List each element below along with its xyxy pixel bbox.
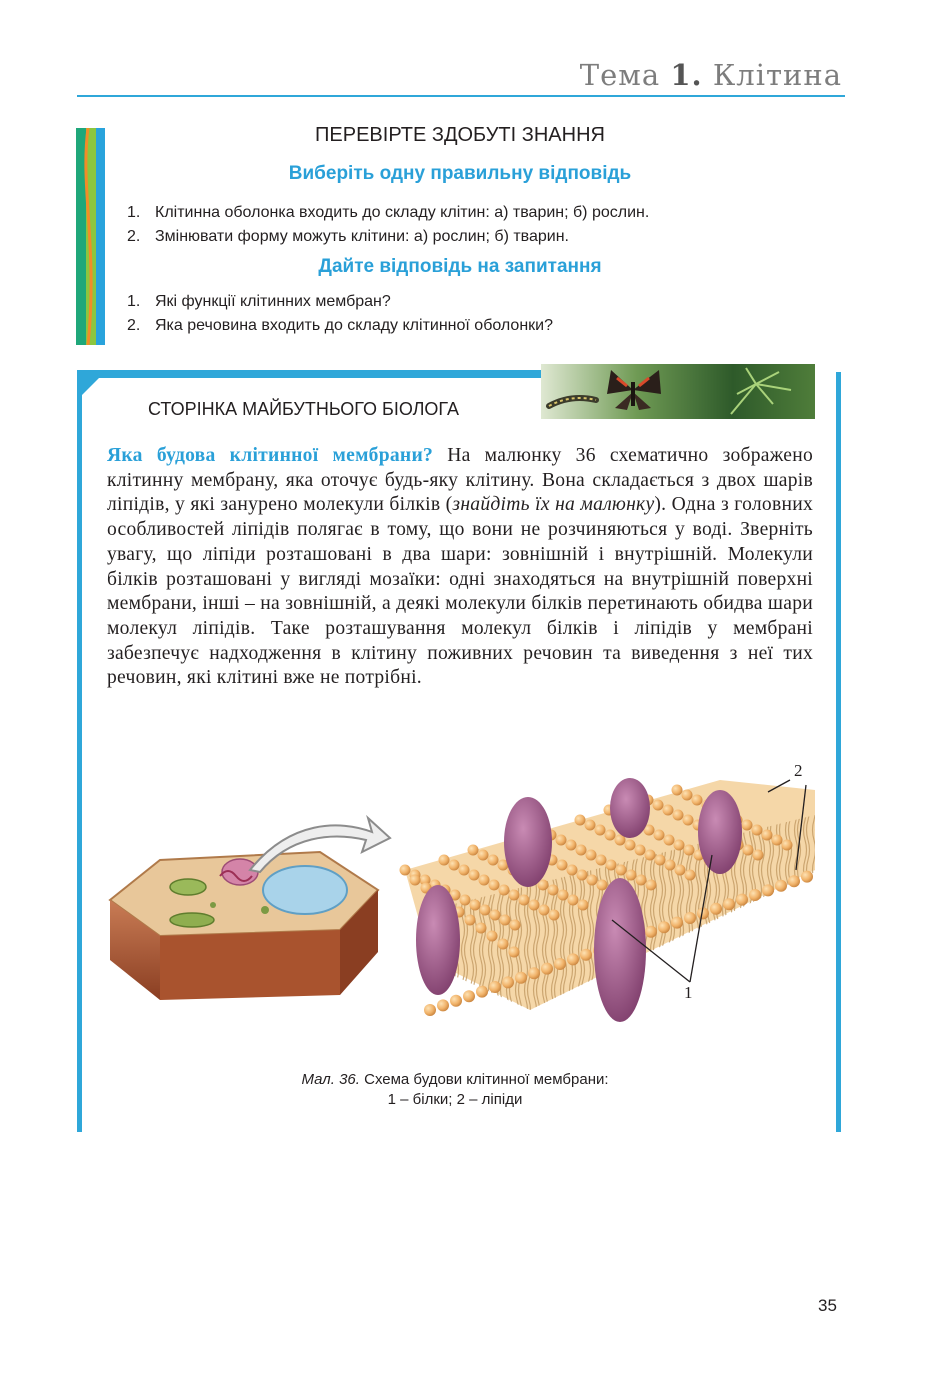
open-questions: [127, 290, 553, 338]
list-item: 2. Змінювати форму можуть клітини: а) рослин; б) тварин.: [127, 228, 569, 245]
section-title-choose: Виберіть одну правильну відповідь: [288, 163, 632, 184]
choice-questions: [127, 201, 649, 249]
main-paragraph: Яка будова клітинної мембрани? На малюнку 36 схематично зображено клітинну мембрану, яка оточує будь-яку клітину. Вона складається з двох шарів ліпідів, у які занурено молекули білків (знайдіть їх на малюнку). Одна з головних особливостей ліпідів полягає в тому, що вони не розчиняються у воді. Зверніть увагу, що ліпіди розташовані в два шари: зовнішній і внутрішній. Молекули білків розташовані у вигляді мозаїки: одні знаходяться на внутрішній поверхні мембрани, інші – на зовнішній, а деякі молекули білків перетинають обидва шари молекул ліпідів. Таке розташування молекул білків і ліпідів у мембрані забезпечує надходження в клітину поживних речовин та виведення з неї тих речовин, які клітині вже не потрібні.: [107, 445, 814, 689]
question-heading: Яка будова клітинної мембрани?: [107, 445, 434, 466]
cell-icon: [110, 852, 378, 1000]
nature-photo: [541, 364, 815, 419]
topic-name: Клітина: [712, 58, 842, 92]
membrane-illustration: [100, 760, 820, 1065]
list-item: 1. Які функції клітинних мембран?: [127, 293, 391, 310]
figure-number: Мал. 36.: [301, 1071, 360, 1088]
section-title-answer: Дайте відповідь на запитання: [318, 256, 602, 277]
topic-label: Тема: [579, 58, 661, 92]
box-top-border: [77, 370, 547, 378]
membrane-icon: [400, 778, 816, 1022]
page-number: 35: [818, 1296, 837, 1315]
label-proteins: 1: [684, 983, 693, 1002]
label-lipids: 2: [794, 761, 803, 780]
topic-title: [580, 58, 842, 92]
box-left-border: [77, 370, 82, 1132]
list-item: 1. Клітинна оболонка входить до складу клітин: а) тварин; б) рослин.: [127, 204, 650, 221]
topic-number: 1.: [670, 58, 703, 92]
box-right-border: [836, 372, 841, 1132]
decorative-stripe: [76, 128, 105, 345]
page-header: [0, 58, 947, 98]
header-rule: [77, 95, 845, 97]
future-biologist-title: СТОРІНКА МАЙБУТНЬОГО БІОЛОГА: [148, 399, 459, 419]
list-item: 2. Яка речовина входить до складу клітинної оболонки?: [127, 317, 553, 334]
figure-caption: Мал. 36. Схема будови клітинної мембрани: 1 – білки; 2 – ліпіди: [301, 1071, 609, 1108]
check-title: ПЕРЕВІРТЕ ЗДОБУТІ ЗНАННЯ: [315, 124, 605, 146]
box-corner: [77, 370, 107, 400]
